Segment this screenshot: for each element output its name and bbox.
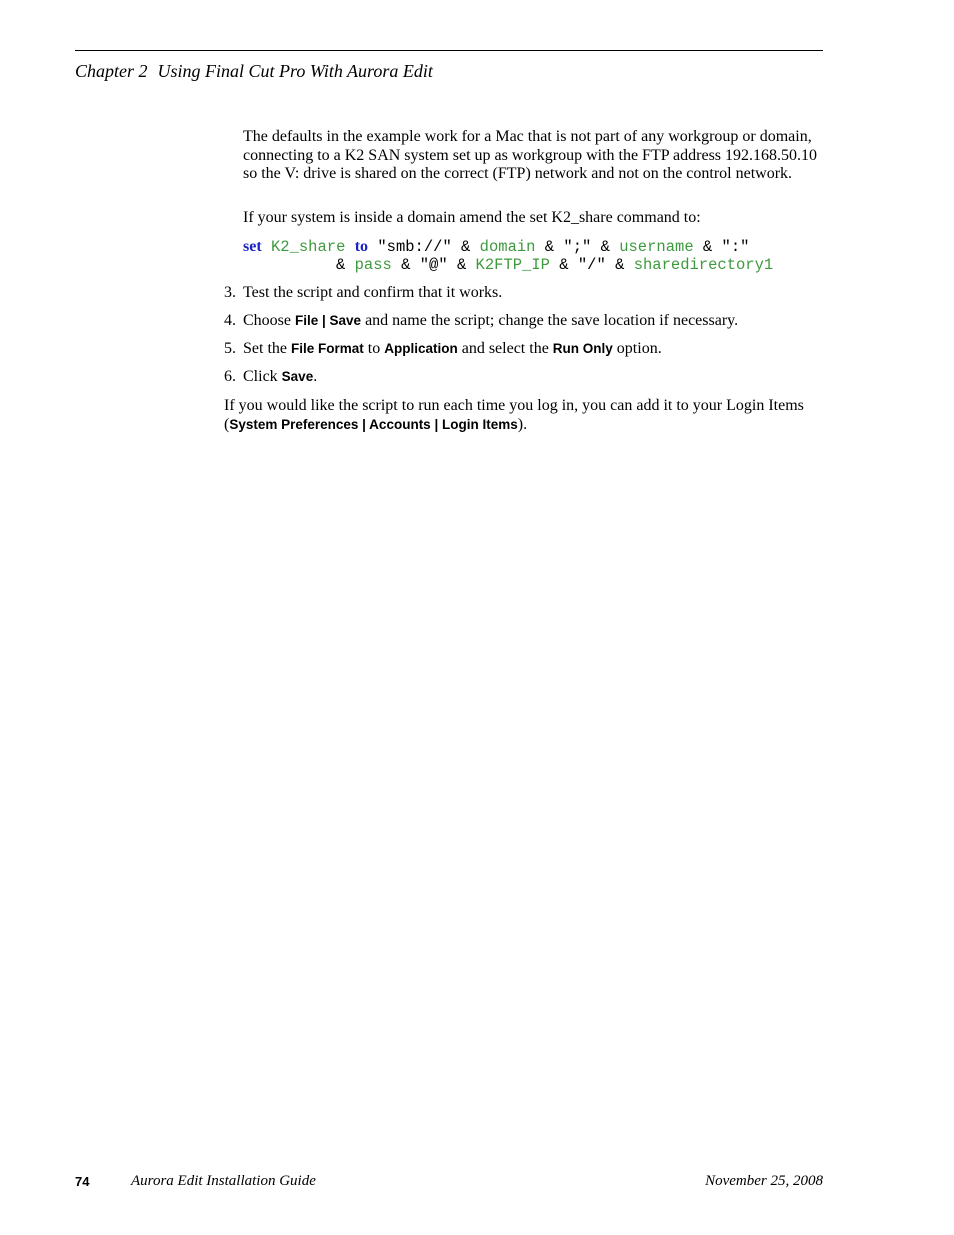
step-text: Set the xyxy=(243,340,291,357)
step-number: 4. xyxy=(224,312,236,329)
running-header xyxy=(75,60,433,82)
code-keyword-set: set xyxy=(243,238,262,255)
closing-text: ). xyxy=(517,416,528,433)
ui-ref-save: Save xyxy=(281,369,314,384)
code-literal: "smb://" & xyxy=(377,238,480,256)
step-text: option. xyxy=(612,340,662,357)
code-var-domain: domain xyxy=(479,238,536,256)
code-line-2 xyxy=(336,256,773,275)
ui-ref-run-only: Run Only xyxy=(552,341,613,356)
code-var-pass: pass xyxy=(354,256,392,274)
code-literal: & xyxy=(336,256,355,274)
step-text: Test the script and confirm that it works. xyxy=(243,284,503,301)
ui-ref-application: Application xyxy=(384,341,458,356)
step-text: Choose xyxy=(243,312,295,329)
step-text: and name the script; change the save location if necessary. xyxy=(361,312,739,329)
ui-ref-file-format: File Format xyxy=(291,341,364,356)
footer-date: November 25, 2008 xyxy=(705,1173,823,1189)
step-number: 6. xyxy=(224,368,236,385)
page-number: 74 xyxy=(75,1174,90,1189)
chapter-label: Chapter 2 xyxy=(75,61,148,81)
ui-ref-login-items: System Preferences | Accounts | Login Items xyxy=(229,417,518,432)
step-3 xyxy=(224,284,502,303)
closing-text: If you would like the script to run each time you log in, you can add it to your Login Items ( xyxy=(224,397,804,433)
paragraph-domain: If your system is inside a domain amend the set K2_share command to: xyxy=(243,209,701,226)
step-5 xyxy=(224,340,662,359)
step-text: Click xyxy=(243,368,282,385)
code-keyword-to: to xyxy=(354,238,369,255)
footer-doc-title: Aurora Edit Installation Guide xyxy=(131,1173,316,1189)
ui-ref-file-save: File | Save xyxy=(295,313,362,328)
step-text: and select the xyxy=(457,340,553,357)
step-4 xyxy=(224,312,738,331)
code-literal: & ";" & xyxy=(535,238,620,256)
step-text: . xyxy=(313,368,318,385)
code-var-username: username xyxy=(619,238,694,256)
step-6 xyxy=(224,368,317,387)
code-literal: & "/" & xyxy=(549,256,634,274)
chapter-title: Using Final Cut Pro With Aurora Edit xyxy=(157,61,433,81)
step-text: to xyxy=(363,340,385,357)
step-number: 5. xyxy=(224,340,236,357)
code-literal: & ":" xyxy=(693,238,750,256)
code-var-sharedirectory: sharedirectory1 xyxy=(633,256,774,274)
step-number: 3. xyxy=(224,284,236,301)
paragraph-login-items xyxy=(224,396,824,434)
code-line-1 xyxy=(243,237,749,257)
paragraph-defaults: The defaults in the example work for a Mac that is not part of any workgroup or domain, connecting to a K2 SAN system set up as workgroup with the FTP address 192.168.50.10 so the V: drive is shared on the correct (FTP) network and not on the control network. xyxy=(243,128,818,182)
header-rule xyxy=(75,50,823,51)
code-var-k2ftpip: K2FTP_IP xyxy=(475,256,550,274)
code-literal: & "@" & xyxy=(391,256,476,274)
code-var-k2share: K2_share xyxy=(270,238,346,256)
